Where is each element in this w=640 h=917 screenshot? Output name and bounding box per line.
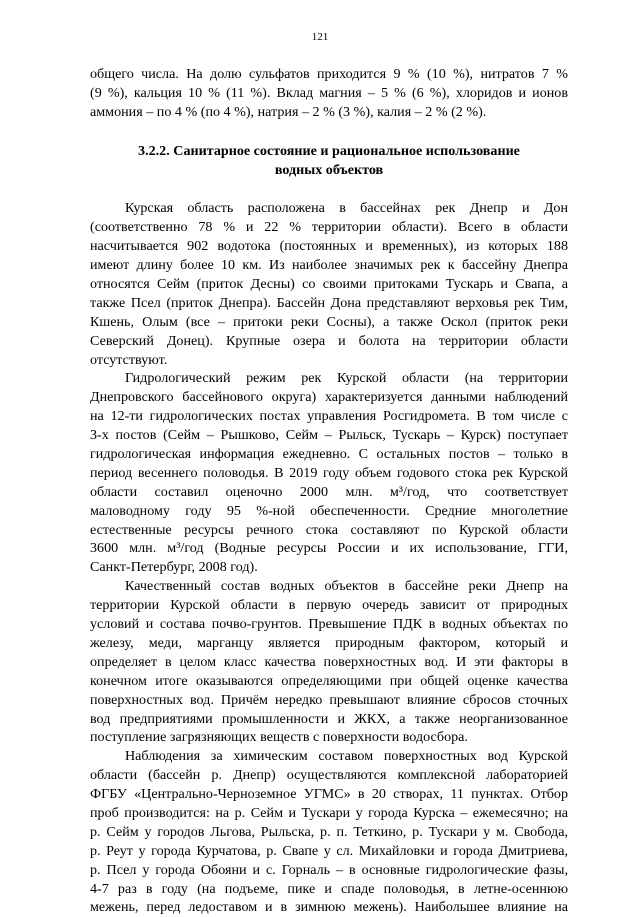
text-line: (соответственно 78 % и 22 % территории области). Всего в области [90, 219, 568, 236]
text-line: общего числа. На долю сульфатов приходится 9 % (10 %), нитратов 7 % [90, 66, 568, 82]
paragraph-3 [90, 577, 568, 747]
text-line: Днепровского бассейнового округа) характеризуется данными наблюдений [90, 389, 568, 406]
text-line: поверхностных вод. Причём нередко превышают влияние сбросов сточных [90, 691, 568, 708]
text-line: на 12-ти гидрологических постах управления Росгидромета. В том числе с [90, 408, 568, 425]
text-line: межень, перед ледоставом и в зимнюю межень). Наибольшее влияние на [90, 899, 568, 916]
text-line: (9 %), кальция 10 % (11 %). Вклад магния – 5 % (6 %), хлоридов и ионов [90, 84, 568, 101]
text-line: также Псел (приток Днепра). Бассейн Дона представляют верховья рек Тим, [90, 294, 568, 311]
text-line: условий и состава почво-грунтов. Превышение ПДК в водных объектах по [90, 616, 568, 633]
text-line: Гидрологический режим рек Курской области (на территории [125, 370, 568, 387]
text-line: конечном итоге оказываются определяющими при общей оценке качества [90, 672, 568, 689]
text-line: р. Псел у города Обояни и с. Горналь – в основные гидрологические фазы, [90, 861, 568, 878]
text-line: относятся Сейм (приток Десны) со своими притоками Тускарь и Свапа, а [90, 276, 568, 293]
text-line: Кшень, Олым (все – притоки реки Сосны), а также Оскол (приток реки [90, 313, 568, 330]
section-heading [90, 142, 568, 180]
heading-line: 3.2.2. Санитарное состояние и рациональное использование [138, 142, 520, 159]
text-line: Курская область расположена в бассейнах рек Днепр и Дон [125, 200, 568, 217]
text-line: аммония – по 4 % (по 4 %), натрия – 2 % (3 %), калия – 2 % (2 %). [90, 103, 487, 120]
text-line: области (бассейн р. Днепр) осуществляются комплексной лабораторией [90, 767, 568, 784]
text-line: 3600 млн. м³/год (Водные ресурсы России и их использование, ГГИ, [90, 540, 568, 557]
text-line: проб производится: на р. Сейм и Тускари у города Курска – ежемесячно; на [90, 804, 568, 821]
paragraph-2 [90, 369, 568, 577]
page-number: 121 [311, 31, 329, 43]
text-line: определяет в целом класс качества поверхностных вод. И эти факторы в [90, 653, 568, 670]
text-line: вод предприятиями промышленности и ЖКХ, а также неорганизованное [90, 710, 568, 727]
text-line: р. Сейм у городов Льгова, Рыльска, р. п. Теткино, р. Тускари у м. Свобода, [90, 823, 568, 840]
text-line: области составил оценочно 2000 млн. м³/год, что соответствует [90, 483, 568, 500]
text-line: Северский Донец). Крупные озера и болота на территории области [90, 332, 568, 349]
text-line: имеют длину более 10 км. Из наиболее значимых рек к бассейну Днепра [90, 257, 568, 274]
text-line: Санкт-Петербург, 2008 год). [90, 559, 258, 576]
text-line: насчитывается 902 водотока (постоянных и временных), из которых 188 [90, 238, 568, 255]
text-line: маловодному году 95 %-ной обеспеченности. Средние многолетние [90, 502, 568, 519]
text-line: 4-7 раз в году (на подъеме, пике и спаде половодья, в летне-осеннюю [90, 880, 568, 897]
text-line: 3-х постов (Сейм – Рышково, Сейм – Рыльск, Тускарь – Курск) поступает [90, 427, 568, 444]
text-line: территории Курской области в первую очередь зависит от природных [90, 597, 568, 614]
intro-paragraph [90, 65, 568, 122]
paragraph-1 [90, 199, 568, 369]
text-line: гидрологическая информация ежедневно. С остальных постов – только в [90, 446, 568, 463]
text-line: р. Реут у города Курчатова, р. Свапе у сл. Михайловки и города Дмитриева, [90, 842, 568, 859]
text-line: Качественный состав водных объектов в бассейне реки Днепр на [125, 578, 568, 595]
text-line: поступление загрязняющих веществ с поверхности водосбора. [90, 729, 468, 746]
text-line: естественные ресурсы речного стока составляют по Курской области [90, 521, 568, 538]
heading-line: водных объектов [274, 161, 384, 178]
text-line: железу, меди, марганцу является природным фактором, который и [90, 634, 568, 651]
body-text [90, 65, 568, 917]
paragraph-4 [90, 747, 568, 917]
text-line: Наблюдения за химическим составом поверхностных вод Курской [125, 748, 568, 765]
text-line: период весеннего половодья. В 2019 году объем годового стока рек Курской [90, 464, 568, 481]
text-line: ФГБУ «Центрально-Черноземное УГМС» в 20 створах, 11 пунктах. Отбор [90, 786, 568, 803]
text-line: отсутствуют. [90, 351, 168, 368]
